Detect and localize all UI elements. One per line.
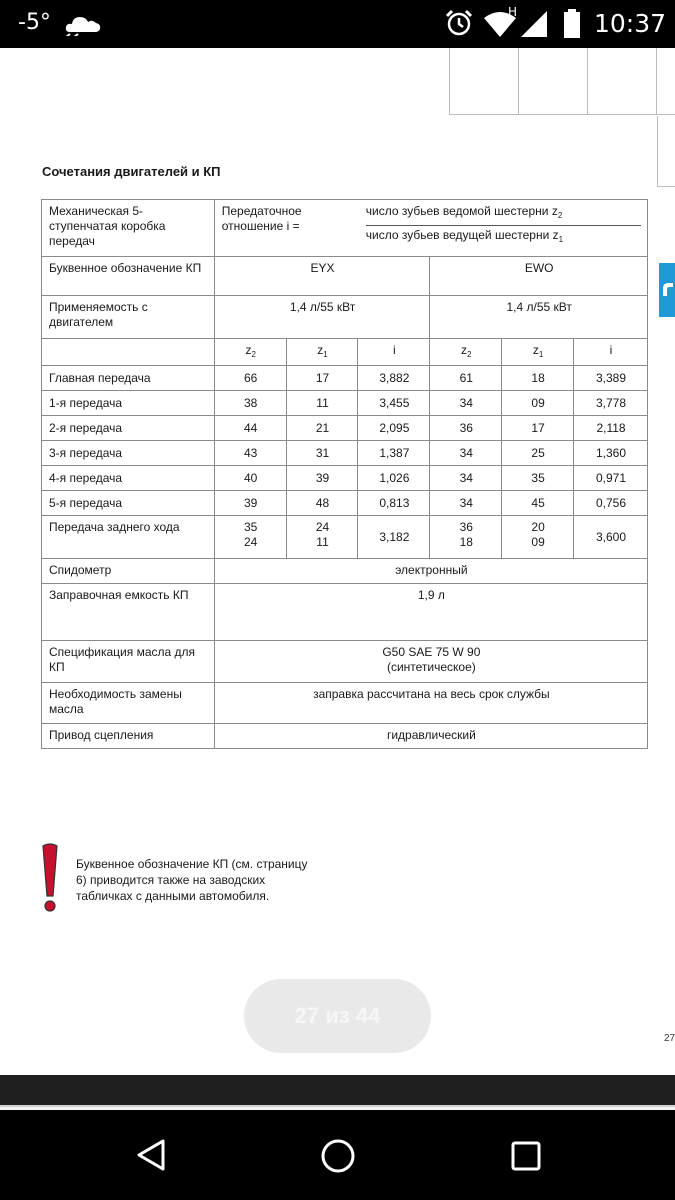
row-label: Спецификация масла для КП	[42, 641, 215, 683]
row-label: 3-я передача	[42, 441, 215, 466]
table-cell: 20 09	[502, 516, 574, 559]
table-cell: 34	[430, 466, 502, 491]
page-edge-line	[657, 116, 658, 186]
gearbox-code-2: EWO	[430, 257, 648, 296]
engine-row-label: Применяемость с двигателем	[42, 296, 215, 339]
temperature: -5°	[18, 10, 51, 35]
code-row-label: Буквенное обозначение КП	[42, 257, 215, 296]
table-cell: 17	[286, 366, 358, 391]
alarm-icon	[444, 8, 474, 38]
table-cell: 3,182	[358, 516, 430, 559]
table-cell: 0,813	[358, 491, 430, 516]
exclamation-icon	[40, 842, 60, 914]
ratio-denominator: число зубьев ведущей шестерни $z_1$	[365, 228, 564, 244]
table-cell: 31	[286, 441, 358, 466]
cloud-icon	[64, 12, 102, 36]
table-cell: 36	[430, 416, 502, 441]
network-type-label: H	[508, 5, 518, 19]
column-header-row	[42, 339, 648, 366]
back-triangle-icon[interactable]	[135, 1138, 167, 1172]
table-cell: 34	[430, 391, 502, 416]
table-cell: заправка рассчитана на весь срок службы	[214, 683, 647, 724]
table-cell: 1,9 л	[214, 584, 647, 641]
row-label: Передача заднего хода	[42, 516, 215, 559]
column-header: $z_1$	[286, 339, 358, 366]
table-cell: гидравлический	[214, 724, 647, 749]
table-row	[42, 466, 648, 491]
table-cell: G50 SAE 75 W 90 (синтетическое)	[214, 641, 647, 683]
note-text: Буквенное обозначение КП (см. страницу 6) приводится также на заводских табличках с данными автомобиля.	[76, 857, 308, 903]
table-cell: 3,455	[358, 391, 430, 416]
section-title: Сочетания двигателей и КП	[42, 164, 221, 179]
page-grid-decoration	[449, 48, 675, 116]
row-label: 2-я передача	[42, 416, 215, 441]
recents-square-icon[interactable]	[510, 1140, 542, 1172]
gearbox-code-1: EYX	[214, 257, 430, 296]
table-cell: 18	[502, 366, 574, 391]
row-label: Заправочная емкость КП	[42, 584, 215, 641]
row-label: Спидометр	[42, 559, 215, 584]
table-cell: 17	[502, 416, 574, 441]
table-cell: 45	[502, 491, 574, 516]
table-cell: 3,389	[574, 366, 648, 391]
table-cell: 21	[286, 416, 358, 441]
table-row-reverse	[42, 516, 648, 559]
table-cell: 25	[502, 441, 574, 466]
page-indicator: 27 из 44	[244, 979, 431, 1053]
table-cell: 35	[502, 466, 574, 491]
clock: 10:37	[594, 9, 667, 38]
table-cell: 36 18	[430, 516, 502, 559]
table-cell: 0,971	[574, 466, 648, 491]
gearbox-spec-table	[41, 199, 648, 749]
navigation-bar	[0, 1110, 675, 1200]
column-header: $z_2$	[214, 339, 286, 366]
table-cell: 11	[286, 391, 358, 416]
row-label: 5-я передача	[42, 491, 215, 516]
page-edge-line	[657, 186, 675, 187]
row-label: Необходимость замены масла	[42, 683, 215, 724]
gearbox-type-label: Механическая 5-ступенчатая коробка передач	[42, 200, 215, 257]
side-tab-marker	[659, 263, 675, 317]
table-row	[42, 491, 648, 516]
table-cell: 35 24	[214, 516, 286, 559]
table-row	[42, 391, 648, 416]
table-cell: 1,387	[358, 441, 430, 466]
row-label: Главная передача	[42, 366, 215, 391]
table-row	[42, 366, 648, 391]
ratio-numerator: число зубьев ведомой шестерни $z_2$	[366, 204, 641, 226]
status-bar	[0, 0, 675, 48]
table-cell: 2,118	[574, 416, 648, 441]
table-cell: 34	[430, 491, 502, 516]
table-row	[42, 641, 648, 683]
table-cell: 2,095	[358, 416, 430, 441]
table-cell: 1,026	[358, 466, 430, 491]
table-cell: 38	[214, 391, 286, 416]
table-cell: 0,756	[574, 491, 648, 516]
table-cell: 66	[214, 366, 286, 391]
table-cell: 39	[286, 466, 358, 491]
battery-icon	[563, 9, 581, 39]
table-cell: 3,600	[574, 516, 648, 559]
signal-icon	[520, 10, 548, 38]
table-row	[42, 441, 648, 466]
column-header: $z_2$	[430, 339, 502, 366]
table-cell: 3,882	[358, 366, 430, 391]
row-label: 4-я передача	[42, 466, 215, 491]
table-cell: 61	[430, 366, 502, 391]
page-number: 27	[664, 1033, 675, 1044]
table-cell: 48	[286, 491, 358, 516]
table-row	[42, 559, 648, 584]
column-header: $z_1$	[502, 339, 574, 366]
empty-header-cell	[42, 339, 215, 366]
ratio-definition-cell	[214, 200, 647, 257]
row-label: Привод сцепления	[42, 724, 215, 749]
engine-2: 1,4 л/55 кВт	[430, 296, 648, 339]
ratio-label: Передаточное отношение i =	[221, 204, 302, 233]
next-page-edge	[0, 1075, 675, 1105]
table-cell: 3,778	[574, 391, 648, 416]
table-row	[42, 683, 648, 724]
home-circle-icon[interactable]	[320, 1138, 356, 1174]
table-cell: 34	[430, 441, 502, 466]
engine-1: 1,4 л/55 кВт	[214, 296, 430, 339]
row-label: 1-я передача	[42, 391, 215, 416]
table-cell: 24 11	[286, 516, 358, 559]
table-cell: электронный	[214, 559, 647, 584]
table-row	[42, 416, 648, 441]
table-cell: 40	[214, 466, 286, 491]
table-row	[42, 584, 648, 641]
column-header: i	[358, 339, 430, 366]
table-row	[42, 724, 648, 749]
table-cell: 44	[214, 416, 286, 441]
column-header: i	[574, 339, 648, 366]
table-cell: 1,360	[574, 441, 648, 466]
table-cell: 09	[502, 391, 574, 416]
document-page[interactable]	[0, 48, 675, 1075]
table-cell: 39	[214, 491, 286, 516]
table-cell: 43	[214, 441, 286, 466]
